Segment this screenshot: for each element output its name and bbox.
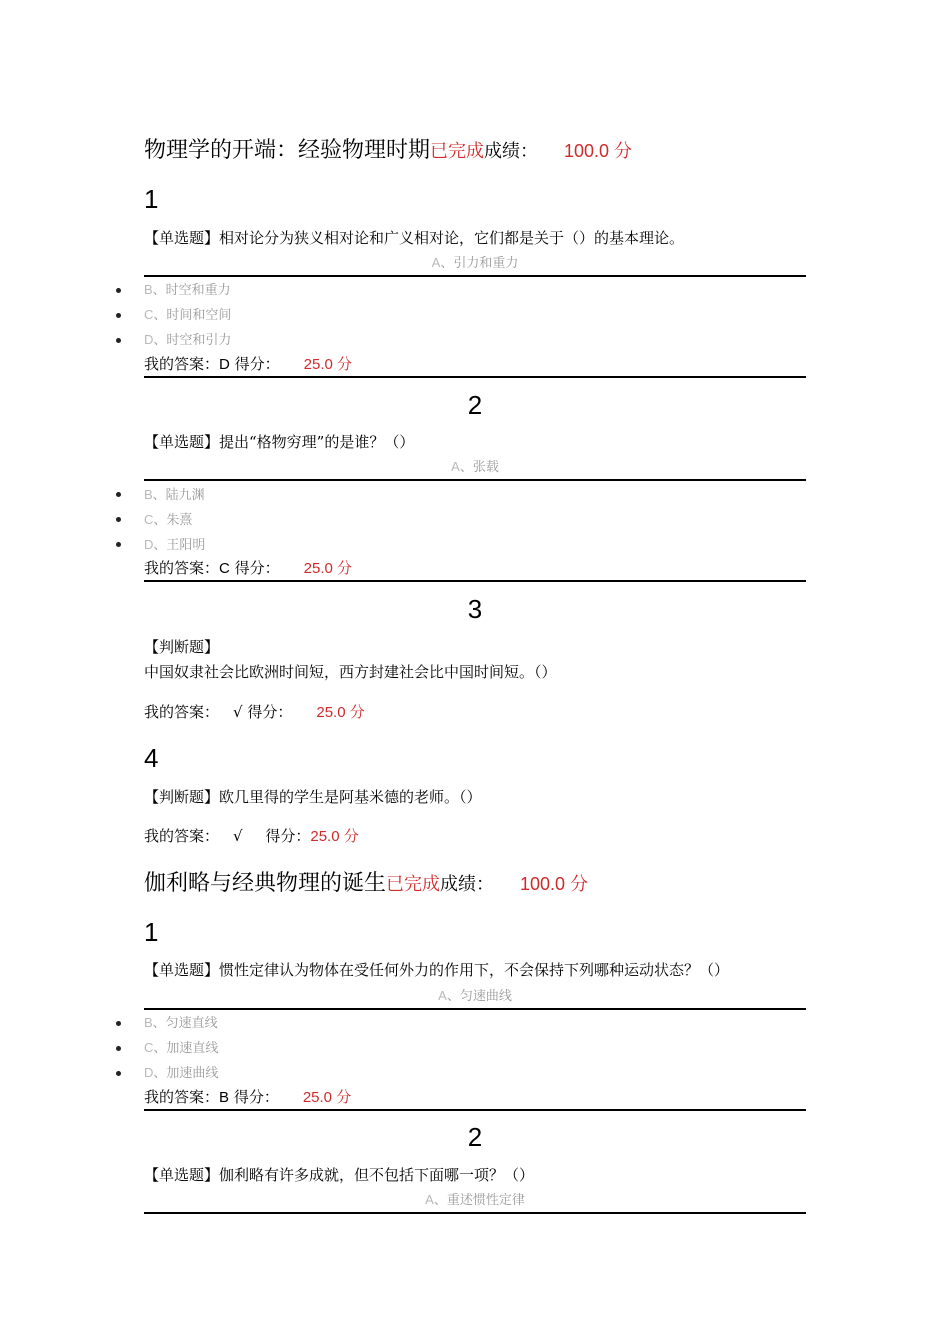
question-number: 3	[467, 594, 483, 624]
score-label: 得分：	[265, 827, 311, 845]
option-text: 、匀速曲线	[446, 989, 512, 1004]
bullet-icon	[116, 1071, 121, 1076]
score-label: 成绩：	[440, 874, 495, 895]
question-score: 25.0 分	[316, 704, 365, 721]
my-answer: √	[233, 827, 243, 845]
answer-row	[144, 1087, 351, 1108]
answer-label: 我的答案：	[144, 827, 220, 845]
option-b[interactable]	[144, 281, 231, 300]
divider	[144, 1109, 806, 1111]
my-answer: D	[219, 356, 230, 373]
question-score: 25.0 分	[310, 828, 359, 845]
question-number: 4	[144, 743, 159, 773]
question-text: 【单选题】相对论分为狭义相对论和广义相对论，它们都是关于（）的基本理论。	[144, 229, 685, 247]
bullet-icon	[116, 517, 121, 522]
option-text: 、张载	[459, 460, 499, 475]
option-text: 、时空和引力	[153, 333, 232, 348]
bullet-icon	[116, 492, 121, 497]
option-letter: C	[144, 307, 154, 322]
option-text: 、匀速直线	[152, 1016, 218, 1031]
option-text: 、引力和重力	[440, 256, 519, 271]
option-text: 、加速曲线	[153, 1066, 219, 1081]
section-title	[144, 138, 632, 165]
option-letter: C	[144, 512, 154, 527]
answer-row	[144, 826, 359, 847]
question-number: 1	[144, 917, 159, 947]
section-score: 100.0 分	[520, 874, 589, 894]
bullet-icon	[116, 1046, 121, 1051]
answer-label: 我的答案：	[144, 559, 220, 577]
bullet-icon	[116, 542, 121, 547]
option-c[interactable]	[144, 1039, 218, 1058]
question-number: 2	[467, 1122, 483, 1152]
question-number: 1	[144, 184, 159, 214]
score-label: 得分：	[247, 703, 293, 721]
status-badge: 已完成	[386, 874, 441, 895]
bullet-icon	[116, 338, 121, 343]
question-text: 中国奴隶社会比欧洲时间短，西方封建社会比中国时间短。（）	[144, 663, 557, 681]
option-b[interactable]	[144, 1014, 218, 1033]
bullet-icon	[116, 1021, 121, 1026]
answer-label: 我的答案：	[144, 1088, 220, 1106]
option-letter: D	[144, 537, 154, 552]
score-label: 成绩：	[484, 141, 539, 162]
option-letter: A	[438, 988, 447, 1003]
bullet-icon	[116, 288, 121, 293]
option-letter: B	[144, 282, 153, 297]
option-a[interactable]	[144, 1191, 806, 1210]
my-answer: C	[219, 560, 230, 577]
option-text: 、王阳明	[153, 538, 206, 553]
option-text: 、陆九渊	[152, 488, 205, 503]
option-d[interactable]	[144, 536, 205, 555]
option-letter: B	[144, 487, 153, 502]
option-b[interactable]	[144, 486, 205, 505]
answer-row	[144, 354, 352, 375]
score-label: 得分：	[234, 355, 280, 373]
option-d[interactable]	[144, 1064, 218, 1083]
option-text: 、时间和空间	[153, 308, 232, 323]
option-letter: B	[144, 1015, 153, 1030]
option-d[interactable]	[144, 331, 231, 350]
option-text: 、重述惯性定律	[433, 1193, 525, 1208]
option-letter: A	[425, 1192, 434, 1207]
question-number: 2	[467, 390, 483, 420]
question-text: 【单选题】惯性定律认为物体在受任何外力的作用下，不会保持下列哪种运动状态？（）	[144, 961, 730, 979]
divider	[144, 376, 806, 378]
score-label: 得分：	[234, 559, 280, 577]
option-letter: A	[451, 459, 460, 474]
option-text: 、时空和重力	[152, 283, 231, 298]
option-a[interactable]	[144, 254, 806, 273]
my-answer: √	[233, 703, 243, 721]
divider	[144, 275, 806, 277]
question-score: 25.0 分	[303, 356, 353, 373]
question-type: 【判断题】	[144, 638, 220, 656]
option-c[interactable]	[144, 511, 192, 530]
question-text: 【单选题】提出“格物穷理”的是谁？（）	[144, 433, 415, 451]
option-text: 、朱熹	[153, 513, 193, 528]
answer-row	[144, 558, 352, 579]
option-letter: D	[144, 332, 154, 347]
score-label: 得分：	[233, 1088, 279, 1106]
divider	[144, 479, 806, 481]
divider	[144, 1008, 806, 1010]
answer-label: 我的答案：	[144, 703, 220, 721]
divider	[144, 580, 806, 582]
question-score: 25.0 分	[303, 560, 353, 577]
option-letter: A	[431, 255, 441, 270]
question-score: 25.0 分	[302, 1089, 352, 1106]
option-letter: D	[144, 1065, 154, 1080]
divider	[144, 1212, 806, 1214]
option-c[interactable]	[144, 306, 231, 325]
section-title	[144, 871, 588, 898]
status-badge: 已完成	[430, 141, 485, 162]
question-text: 【判断题】欧几里得的学生是阿基米德的老师。（）	[144, 788, 482, 806]
option-a[interactable]	[144, 458, 806, 477]
bullet-icon	[116, 313, 121, 318]
section-name: 物理学的开端：经验物理时期	[144, 138, 431, 163]
option-letter: C	[144, 1040, 154, 1055]
option-text: 、加速直线	[153, 1041, 219, 1056]
answer-row	[144, 702, 365, 723]
section-name: 伽利略与经典物理的诞生	[144, 871, 387, 896]
section-score: 100.0 分	[564, 141, 633, 161]
question-text: 【单选题】伽利略有许多成就，但不包括下面哪一项？（）	[144, 1166, 535, 1184]
answer-label: 我的答案：	[144, 355, 220, 373]
option-a[interactable]	[144, 987, 806, 1006]
my-answer: B	[219, 1089, 230, 1106]
